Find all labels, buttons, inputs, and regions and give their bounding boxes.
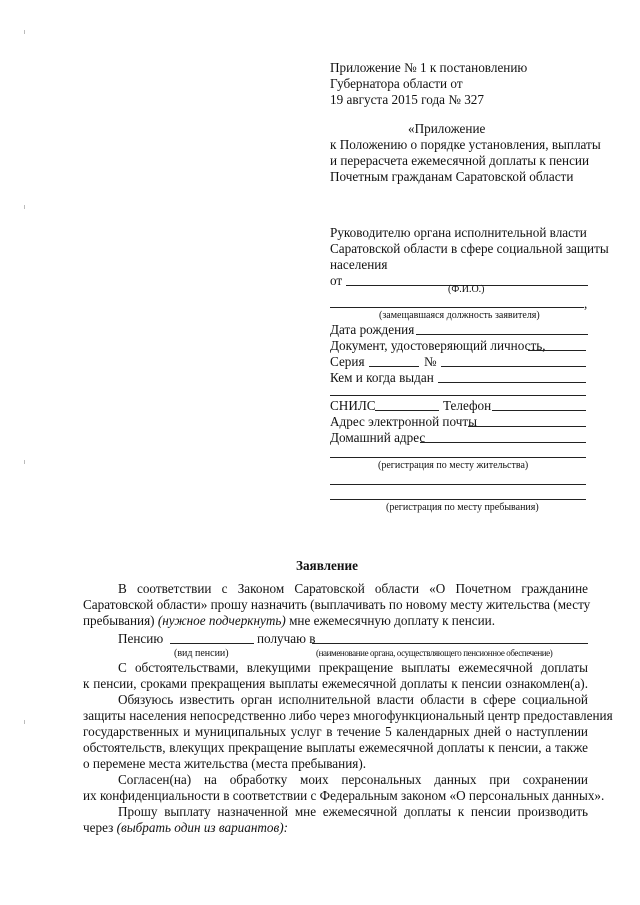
paragraph-3-line-5: о перемене места жительства (места пребывания). [83, 756, 367, 771]
fio-caption: (Ф.И.О.) [448, 284, 485, 295]
scan-edge-mark [24, 720, 25, 724]
email-label: Адрес электронной почты [330, 414, 477, 429]
appendix-line-1: «Приложение [408, 121, 486, 136]
home-address-label: Домашний адрес [330, 430, 426, 445]
paragraph-2-line-2: к пенсии, сроками прекращения выплаты ежемесячной доплаты к пенсии ознакомлен(а). [83, 676, 588, 691]
birth-date-label: Дата рождения [330, 322, 415, 337]
scan-edge-mark [24, 30, 25, 34]
series-label: Серия [330, 354, 365, 369]
appendix-line-2: к Положению о порядке установления, выплаты [330, 137, 601, 152]
statement-title: Заявление [296, 558, 358, 573]
reg-stay-field[interactable] [330, 484, 586, 485]
paragraph-5-line-2 [83, 820, 288, 836]
paragraph-5-line-2-a: через [83, 820, 114, 835]
reg-residence-field[interactable] [330, 457, 586, 458]
id-document-label: Документ, удостоверяющий личность, [330, 338, 546, 353]
addressee-line-1: Руководителю органа исполнительной власти [330, 225, 587, 240]
position-comma: , [584, 296, 588, 311]
addressee-line-3: населения [330, 257, 388, 272]
position-caption: (замещавшаяся должность заявителя) [379, 310, 540, 321]
reg-residence-caption: (регистрация по месту жительства) [378, 460, 529, 471]
pension-org-caption: (наименование органа, осуществляющего пенсионное обеспечение) [316, 648, 553, 658]
received-label: получаю в [257, 631, 316, 646]
phone-field[interactable] [492, 410, 586, 411]
pension-type-caption: (вид пенсии) [174, 648, 229, 659]
scan-edge-mark [24, 205, 25, 209]
phone-label: Телефон [443, 398, 492, 413]
number-label: № [424, 354, 437, 369]
snils-field[interactable] [375, 410, 439, 411]
paragraph-1-line-3 [83, 613, 495, 629]
appendix-line-4: Почетным гражданам Саратовской области [330, 169, 574, 184]
paragraph-3-line-3: государственных и муниципальных услуг в течение 5 календарных дней о наступлении [83, 724, 588, 739]
header-line-3: 19 августа 2015 года № 327 [330, 92, 484, 107]
pension-type-field[interactable] [170, 643, 254, 644]
pension-org-field[interactable] [312, 643, 588, 644]
paragraph-3-line-4: обстоятельств, влекущих прекращение выплаты ежемесячной доплаты к пенсии, а также [83, 740, 588, 755]
underline-hint: (нужное подчеркнуть) [157, 613, 286, 628]
choose-variant-hint: (выбрать один из вариантов): [116, 820, 289, 835]
issued-by-field-2[interactable] [330, 395, 586, 396]
reg-stay-caption: (регистрация по месту пребывания) [386, 502, 539, 513]
paragraph-1-line-3-c: мне ежемесячную доплату к пенсии. [289, 613, 496, 628]
paragraph-1-line-3-a: пребывания) [83, 613, 155, 628]
position-field[interactable] [330, 307, 584, 308]
series-field[interactable] [369, 366, 419, 367]
from-label: от [330, 273, 343, 288]
paragraph-4-line-1: Согласен(на) на обработку моих персональных данных при сохранении [118, 772, 588, 787]
header-line-1: Приложение № 1 к постановлению [330, 60, 528, 75]
addressee-line-2: Саратовской области в сфере социальной защиты [330, 241, 609, 256]
pension-label: Пенсию [118, 631, 164, 646]
email-field[interactable] [468, 426, 586, 427]
appendix-line-3: и перерасчета ежемесячной доплаты к пенсии [330, 153, 590, 168]
issued-by-label: Кем и когда выдан [330, 370, 434, 385]
reg-stay-field-2[interactable] [330, 499, 586, 500]
paragraph-1-line-2: Саратовской области» прошу назначить (выплачивать по новому месту жительства (месту [83, 597, 591, 612]
id-document-field[interactable] [528, 350, 586, 351]
birth-date-field[interactable] [416, 334, 588, 335]
header-line-2: Губернатора области от [330, 76, 463, 91]
snils-label: СНИЛС [330, 398, 376, 413]
issued-by-field[interactable] [438, 382, 586, 383]
scan-edge-mark [24, 460, 25, 464]
paragraph-3-line-1: Обязуюсь известить орган исполнительной власти области в сфере социальной [118, 692, 588, 707]
paragraph-1-line-1: В соответствии с Законом Саратовской области «О Почетном гражданине [118, 581, 588, 596]
paragraph-2-line-1: С обстоятельствами, влекущими прекращение выплаты ежемесячной доплаты [118, 660, 588, 675]
paragraph-4-line-2: их конфиденциальности в соответствии с Федеральным законом «О персональных данных». [83, 788, 605, 803]
number-field[interactable] [441, 366, 586, 367]
paragraph-5-line-1: Прошу выплату назначенной мне ежемесячной доплаты к пенсии производить [118, 804, 588, 819]
home-address-field[interactable] [420, 442, 586, 443]
paragraph-3-line-2: защиты населения непосредственно либо через многофункциональный центр предоставления [83, 708, 613, 723]
